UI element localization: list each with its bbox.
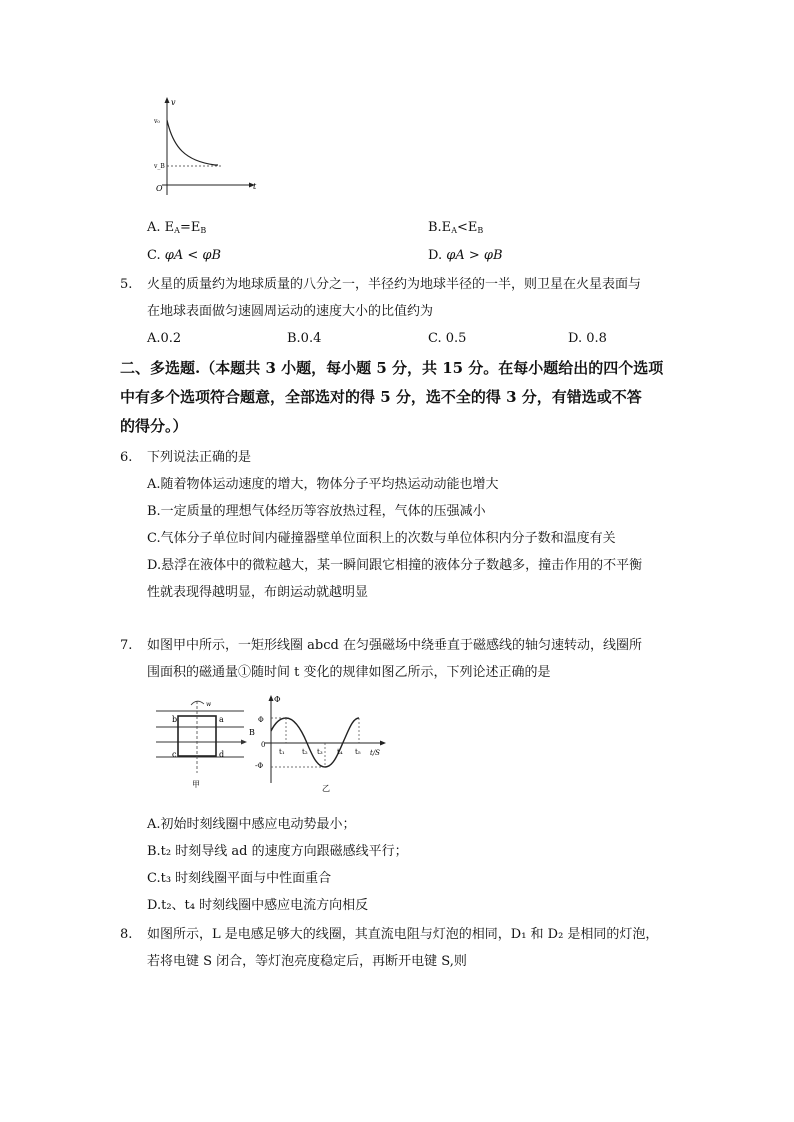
flux-time-graph <box>255 693 400 798</box>
q5-stem-line1: 火星的质量约为地球质量的八分之一，半径约为地球半径的一半，则卫星在火星表面与 <box>147 277 642 292</box>
q6-option-b: B.一定质量的理想气体经历等容放热过程，气体的压强减小 <box>147 504 486 519</box>
label-d: d <box>219 750 225 759</box>
phi-max-label: Φ <box>258 716 264 724</box>
label-c: c <box>172 750 177 759</box>
q7-option-d: D.t₂、t₄ 时刻线圈中感应电流方向相反 <box>147 898 369 913</box>
vt-graph-figure <box>140 95 265 205</box>
v-axis-arrow <box>165 97 170 103</box>
v-curve <box>167 120 218 165</box>
q4-option-b: $B.E_A<E_B$ <box>428 220 484 235</box>
v0-label: v₀ <box>154 118 160 125</box>
section2-heading-line3: 的得分。） <box>120 417 188 435</box>
origin-label: O <box>156 184 163 193</box>
q4-option-a: A. $E_A=E_B$ <box>147 220 207 235</box>
neg-phi-max-label: -Φ <box>255 762 264 770</box>
label-b: b <box>172 715 178 724</box>
q6-option-d-line1: D.悬浮在液体中的微粒越大，某一瞬间跟它相撞的液体分子数越多，撞击作用的不平衡 <box>147 558 643 573</box>
q6-option-a: A.随着物体运动速度的增大，物体分子平均热运动动能也增大 <box>147 477 499 492</box>
q7-stem-line1: 如图甲中所示，一矩形线圈 abcd 在匀强磁场中绕垂直于磁感线的轴匀速转动，线圈所 <box>147 638 642 653</box>
q5-stem-line2: 在地球表面做匀速圆周运动的速度大小的比值约为 <box>147 304 434 319</box>
q5-option-c: C. 0.5 <box>428 331 467 346</box>
q7-option-a: A.初始时刻线圈中感应电动势最小； <box>147 817 356 832</box>
q6-stem: 下列说法正确的是 <box>147 450 252 465</box>
q5-number: 5. <box>120 277 133 292</box>
q7-option-c: C.t₃ 时刻线圈平面与中性面重合 <box>147 871 332 886</box>
t1-label: t₁ <box>279 748 285 756</box>
coil-field-figure <box>148 695 258 790</box>
label-B: B <box>249 728 255 737</box>
q5-option-d: D. 0.8 <box>568 331 607 346</box>
q6-number: 6. <box>120 450 133 465</box>
zero-label: 0 <box>261 741 266 749</box>
q7-option-b: B.t₂ 时刻导线 ad 的速度方向跟磁感线平行； <box>147 844 408 859</box>
label-a: a <box>219 715 224 724</box>
rotation-arrow <box>191 701 204 705</box>
q4-d-expression: φA > φB <box>446 248 503 263</box>
t4-label: t₄ <box>337 748 343 756</box>
q8-number: 8. <box>120 927 133 942</box>
v-axis-label: v <box>171 98 176 107</box>
caption-yi: 乙 <box>322 784 330 793</box>
q5-option-b: B.0.4 <box>287 331 322 346</box>
q4-option-c: C. φA < φB <box>147 248 222 263</box>
t-axis-label: t <box>253 182 257 191</box>
field-arrow <box>241 740 247 745</box>
t3-label: t₃ <box>317 748 323 756</box>
phi-axis-arrow <box>269 695 274 701</box>
t5-label: t₅ <box>355 748 361 756</box>
q8-stem-line2: 若将电键 S 闭合，等灯泡亮度稳定后，再断开电键 S,则 <box>147 954 467 969</box>
q4-option-d: D. φA > φB <box>428 248 503 263</box>
q8-stem-line1: 如图所示，L 是电感足够大的线圈，其直流电阻与灯泡的相同，D₁ 和 D₂ 是相同的灯泡， <box>147 927 659 942</box>
section2-heading-line1: 二、多选题.（本题共 3 小题，每小题 5 分，共 15 分。在每小题给出的四个选项 <box>120 359 664 377</box>
q5-option-a: A.0.2 <box>147 331 182 346</box>
q6-option-d-line2: 性就表现得越明显，布朗运动就越明显 <box>147 585 369 600</box>
q6-option-c: C.气体分子单位时间内碰撞器壁单位面积上的次数与单位体积内分子数和温度有关 <box>147 531 616 546</box>
omega-label: w <box>206 701 212 708</box>
t-axis-label: t/S <box>370 749 380 757</box>
caption-jia: 甲 <box>192 780 200 789</box>
section2-heading-line2: 中有多个选项符合题意，全部选对的得 5 分，选不全的得 3 分，有错选或不答 <box>120 388 642 406</box>
t2-label: t₂ <box>302 748 308 756</box>
t-axis-arrow <box>380 741 386 746</box>
vb-label: v_B <box>154 163 165 170</box>
q7-stem-line2: 围面积的磁通量①随时间 t 变化的规律如图乙所示，下列论述正确的是 <box>147 665 551 680</box>
phi-axis-label: Φ <box>274 695 281 704</box>
q7-number: 7. <box>120 638 133 653</box>
q4-c-expression: φA < φB <box>164 248 222 263</box>
